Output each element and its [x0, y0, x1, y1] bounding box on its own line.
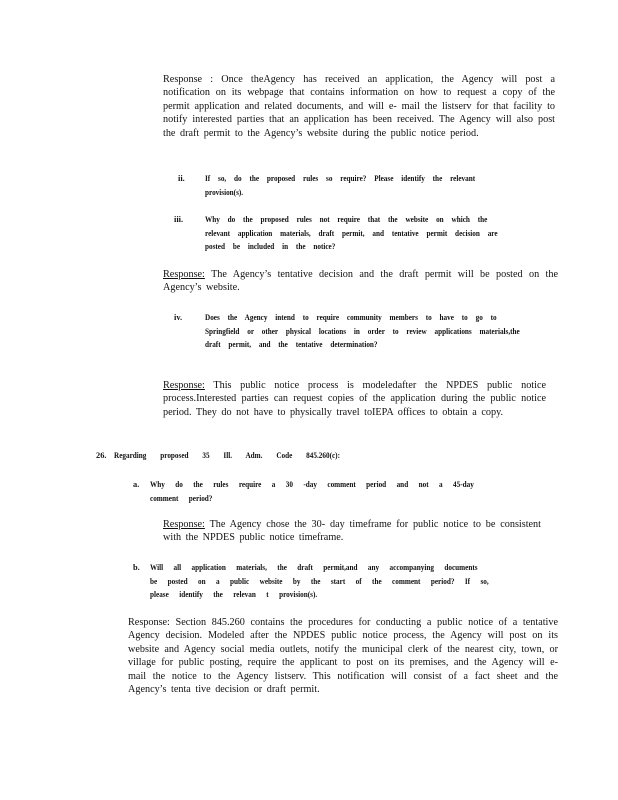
question-a: Why do the rules require a 30 -day comment period and not a 45-day comment period?	[150, 480, 474, 503]
question-marker: a.	[133, 480, 140, 489]
response-label: Response :	[163, 74, 214, 85]
response-4	[163, 518, 541, 545]
response-5	[128, 616, 558, 696]
response-text: The Agency’s tentative decision and the draft permit will be posted on the Agency’s website.	[163, 269, 558, 294]
response-text: This public notice process is modeledafter the NPDES public notice process.Interested parties can request copies of the application during the public notice period. They do not have to physically travel toIEPA offices to obtain a copy.	[163, 380, 546, 418]
response-label: Response:	[163, 269, 205, 280]
response-text: The Agency chose the 30- day timeframe for public notice to be consistent with the NPDES public notice timeframe.	[163, 519, 541, 544]
response-label: Response:	[128, 617, 170, 628]
question-b: Will all application materials, the draft permit,and any accompanying documents be posted on a public website by the start of the comment period? If so, please identify the relevan t provision(s).	[150, 563, 489, 599]
response-label: Response:	[163, 380, 205, 391]
question-iii: Why do the proposed rules not require that the website on which the relevant application materials, draft permit, and tentative permit decision are posted be included in the notice?	[205, 215, 498, 251]
question-marker: iv.	[174, 313, 183, 322]
response-3	[163, 379, 546, 419]
response-1	[163, 73, 555, 140]
response-text: Section 845.260 contains the procedures for conducting a public notice of a tentative Agency decision. Modeled after the NPDES public notice process, the Agency will post on its website and Agency social media outlets, notify the municipal clerk of the nearest city, town, or village for public posting, require the applicant to post on its premises, and the Agency will e-mail the notice to the Agency listserv. This notification will consist of a fact sheet and the Agency’s tenta tive decision or draft permit.	[128, 617, 559, 696]
response-text: Once theAgency has received an application, the Agency will post a notification on its webpage that contains information on how to request a copy of the permit application and related documents, and will e- mail the listserv for that facility to notify interested parties that an application has been received. The Agency will also post the draft permit to the Agency’s website during the public notice period.	[163, 74, 555, 139]
question-iv: Does the Agency intend to require community members to have to go to Springfield or other physical locations in order to review applications materials,the draft permit, and the tentative determination?	[205, 313, 520, 349]
question-marker: b.	[133, 563, 140, 572]
question-marker: ii.	[178, 174, 185, 183]
question-ii: If so, do the proposed rules so require? Please identify the relevant provision(s).	[205, 174, 476, 197]
question-marker: iii.	[174, 215, 184, 224]
response-2	[163, 268, 558, 295]
question-number: 26.	[96, 451, 107, 460]
response-label: Response:	[163, 519, 205, 530]
question-26: Regarding proposed 35 Ill. Adm. Code 845.260(c):	[114, 451, 340, 460]
